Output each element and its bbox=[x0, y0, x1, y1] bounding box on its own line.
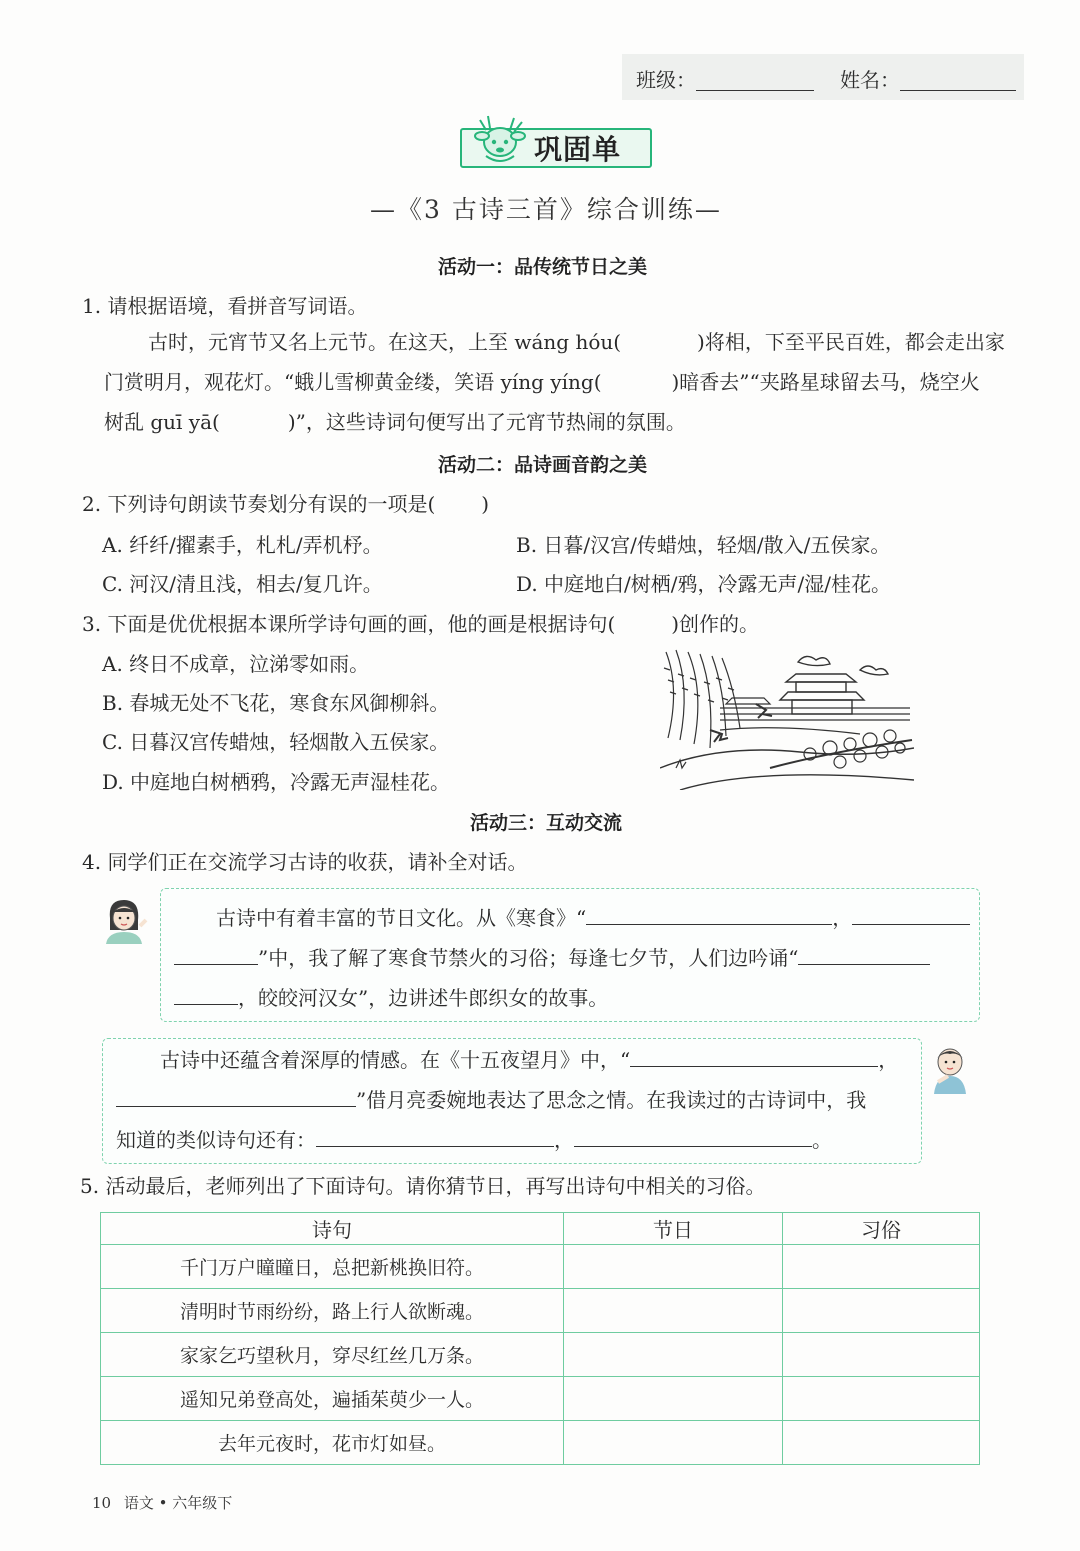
q1-line3 bbox=[104, 402, 686, 442]
poem-cell: 清明时节雨纷纷，路上行人欲断魂。 bbox=[101, 1289, 564, 1333]
festival-cell[interactable] bbox=[564, 1289, 783, 1333]
boy-line2 bbox=[116, 1080, 866, 1120]
q2-stem-end: ) bbox=[481, 492, 490, 516]
q3-stem-end: )创作的。 bbox=[671, 612, 760, 636]
custom-cell[interactable] bbox=[783, 1421, 980, 1465]
q1-line3-text-a: 树乱 guī yā( bbox=[104, 410, 220, 434]
boy-line3-text: 知道的类似诗句还有： bbox=[116, 1128, 316, 1152]
header-poem: 诗句 bbox=[101, 1213, 564, 1245]
q1-line2-text-b: )暗香去”“夹路星球留去马，烧空火 bbox=[671, 370, 980, 394]
girl-blank-5[interactable] bbox=[174, 986, 238, 1005]
q2-option-c: C. 河汉/清且浅，相去/复几许。 bbox=[102, 572, 383, 596]
table-row bbox=[101, 1377, 980, 1421]
custom-cell[interactable] bbox=[783, 1245, 980, 1289]
boy-line2-text: ”借月亮委婉地表达了思念之情。在我读过的古诗词中，我 bbox=[356, 1088, 867, 1112]
q1-line3-text-b: )”，这些诗词句便写出了元宵节热闹的氛围。 bbox=[287, 410, 686, 434]
boy-comma-2: ， bbox=[554, 1128, 574, 1152]
q3-option-c: C. 日暮汉宫传蜡烛，轻烟散入五侯家。 bbox=[102, 730, 450, 754]
table-row bbox=[101, 1245, 980, 1289]
table-header-row bbox=[101, 1213, 980, 1245]
deer-mascot-icon bbox=[466, 112, 538, 168]
boy-blank-3[interactable] bbox=[316, 1128, 554, 1147]
q2-stem-text: 2. 下列诗句朗读节奏划分有误的一项是( bbox=[82, 492, 436, 516]
girl-line3-text: ，皎皎河汉女”，边讲述牛郎织女的故事。 bbox=[238, 986, 609, 1010]
custom-cell[interactable] bbox=[783, 1289, 980, 1333]
header-festival: 节日 bbox=[564, 1213, 783, 1245]
q1-line2-text-a: 门赏明月，观花灯。“蛾儿雪柳黄金缕，笑语 yíng yíng( bbox=[104, 370, 602, 394]
festival-cell[interactable] bbox=[564, 1421, 783, 1465]
q4-stem: 4. 同学们正在交流学习古诗的收获，请补全对话。 bbox=[82, 850, 528, 874]
girl-comma: ， bbox=[832, 906, 853, 930]
poem-cell: 去年元夜时，花市灯如昼。 bbox=[101, 1421, 564, 1465]
poem-cell: 家家乞巧望秋月，穿尽红丝几万条。 bbox=[101, 1333, 564, 1377]
custom-cell[interactable] bbox=[783, 1377, 980, 1421]
activity2-title: 活动二：品诗画音韵之美 bbox=[438, 454, 648, 476]
page-number: 10 bbox=[92, 1494, 112, 1512]
festival-table bbox=[100, 1212, 980, 1465]
page-subtitle: —《3 古诗三首》综合训练— bbox=[370, 195, 722, 224]
q1-line1-text-a: 古时，元宵节又名上元节。在这天，上至 wáng hóu( bbox=[148, 330, 622, 354]
girl-line1 bbox=[216, 898, 970, 938]
boy-period: 。 bbox=[812, 1128, 832, 1152]
girl-blank-3[interactable] bbox=[174, 946, 258, 965]
girl-line2-text: ”中，我了解了寒食节禁火的习俗；每逢七夕节，人们边吟诵“ bbox=[258, 946, 799, 970]
page-footer bbox=[92, 1492, 232, 1513]
q3-stem-text: 3. 下面是优优根据本课所学诗句画的画，他的画是根据诗句( bbox=[82, 612, 616, 636]
book-name: 语文 • 六年级下 bbox=[123, 1494, 233, 1512]
festival-cell[interactable] bbox=[564, 1245, 783, 1289]
q2-option-b: B. 日暮/汉宫/传蜡烛，轻烟/散入/五侯家。 bbox=[516, 533, 891, 557]
girl-blank-4[interactable] bbox=[798, 946, 930, 965]
boy-avatar-icon bbox=[926, 1044, 974, 1094]
poem-cell: 千门万户曈曈日，总把新桃换旧符。 bbox=[101, 1245, 564, 1289]
q3-option-b: B. 春城无处不飞花，寒食东风御柳斜。 bbox=[102, 691, 450, 715]
boy-line1-text: 古诗中还蕴含着深厚的情感。在《十五夜望月》中，“ bbox=[160, 1048, 631, 1072]
class-field[interactable] bbox=[696, 90, 814, 91]
q2-option-d: D. 中庭地白/树栖/鸦，冷露无声/湿/桂花。 bbox=[516, 572, 891, 596]
festival-cell[interactable] bbox=[564, 1333, 783, 1377]
boy-blank-1[interactable] bbox=[630, 1048, 878, 1067]
q1-line2 bbox=[104, 362, 980, 402]
activity3-title: 活动三：互动交流 bbox=[470, 812, 623, 834]
table-row bbox=[101, 1333, 980, 1377]
q5-stem: 5. 活动最后，老师列出了下面诗句。请你猜节日，再写出诗句中相关的习俗。 bbox=[80, 1174, 766, 1198]
girl-line2 bbox=[174, 938, 930, 978]
boy-blank-2[interactable] bbox=[116, 1088, 356, 1107]
girl-line1-text: 古诗中有着丰富的节日文化。从《寒食》“ bbox=[216, 906, 587, 930]
activity1-title: 活动一：品传统节日之美 bbox=[438, 256, 648, 278]
q1-line1-text-b: )将相，下至平民百姓，都会走出家 bbox=[697, 330, 1005, 354]
class-label: 班级： bbox=[636, 68, 696, 92]
custom-cell[interactable] bbox=[783, 1333, 980, 1377]
festival-cell[interactable] bbox=[564, 1377, 783, 1421]
q3-option-d: D. 中庭地白树栖鸦，冷露无声湿桂花。 bbox=[102, 770, 451, 794]
poem-illustration bbox=[660, 648, 914, 790]
girl-line3 bbox=[174, 978, 608, 1018]
q3-option-a: A. 终日不成章，泣涕零如雨。 bbox=[102, 652, 370, 676]
name-label: 姓名： bbox=[840, 68, 900, 92]
girl-blank-1[interactable] bbox=[586, 906, 832, 925]
boy-line1 bbox=[160, 1040, 898, 1080]
q1-line1 bbox=[148, 322, 1005, 362]
boy-blank-4[interactable] bbox=[574, 1128, 812, 1147]
girl-blank-2[interactable] bbox=[852, 906, 970, 925]
table-row bbox=[101, 1421, 980, 1465]
poem-cell: 遥知兄弟登高处，遍插茱萸少一人。 bbox=[101, 1377, 564, 1421]
banner-title: 巩固单 bbox=[534, 133, 622, 166]
table-row bbox=[101, 1289, 980, 1333]
header-custom: 习俗 bbox=[783, 1213, 980, 1245]
q2-stem bbox=[82, 488, 489, 517]
q3-stem bbox=[82, 608, 759, 637]
boy-line3 bbox=[116, 1120, 832, 1160]
girl-avatar-icon bbox=[100, 896, 150, 944]
boy-comma: ， bbox=[878, 1048, 899, 1072]
q1-stem: 1. 请根据语境，看拼音写词语。 bbox=[82, 294, 368, 318]
name-field[interactable] bbox=[900, 90, 1016, 91]
q2-option-a: A. 纤纤/擢素手，札札/弄机杼。 bbox=[102, 533, 383, 557]
